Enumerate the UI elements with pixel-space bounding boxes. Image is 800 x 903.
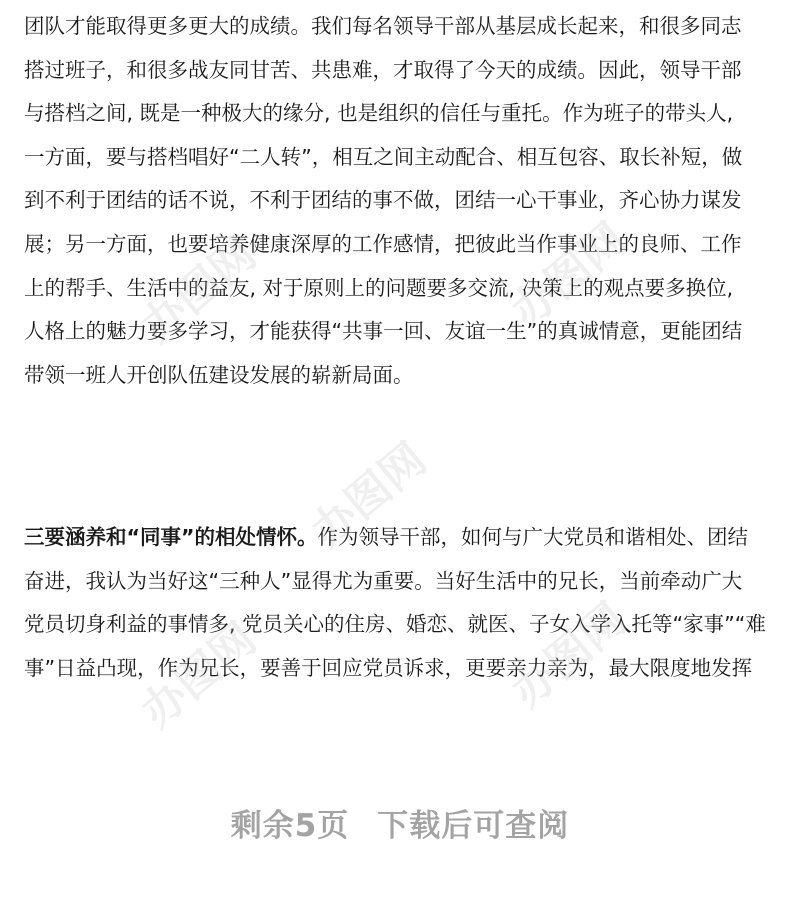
paragraph-heading: 三要涵养和“同事”的相处情怀。 bbox=[24, 525, 318, 549]
watermark: 办图网 bbox=[501, 213, 636, 338]
paragraph-line: 上的帮手、生活中的益友, 对于原则上的问题要多交流, 决策上的观点要多换位, bbox=[24, 275, 734, 300]
paragraph-line: 带领一班人开创队伍建设发展的崭新局面。 bbox=[24, 362, 414, 387]
watermark: 办图网 bbox=[301, 433, 436, 558]
paragraph-line: 团队才能取得更多更大的成绩。我们每名领导干部从基层成长起来，和很多同志 bbox=[24, 14, 742, 38]
remaining-pages-label: 剩余5页 bbox=[230, 808, 350, 844]
paragraph-line: 事”日益凸现，作为兄长，要善于回应党员诉求，更要亲力亲为，最大限度地发挥 bbox=[24, 655, 753, 680]
paragraph-line-rest: 作为领导干部，如何与广大党员和谐相处、团结 bbox=[317, 525, 748, 549]
paragraph-line: 奋进，我认为当好这“三种人”显得尤为重要。当好生活中的兄长，当前牵动广大 bbox=[24, 568, 743, 593]
paragraph-first-line bbox=[24, 516, 766, 560]
paragraph-line: 一方面，要与搭档唱好“二人转”，相互之间主动配合、相互包容、取长补短，做 bbox=[24, 144, 743, 169]
download-to-view-label[interactable]: 下载后可查阅 bbox=[377, 808, 570, 844]
paragraph-line: 与搭档之间, 既是一种极大的缘分, 也是组织的信任与重托。作为班子的带头人, bbox=[24, 101, 734, 126]
paragraph-line: 展；另一方面，也要培养健康深厚的工作感情，把彼此当作事业上的良师、工作 bbox=[24, 231, 742, 256]
watermark: 办图网 bbox=[131, 613, 266, 738]
paragraph-line: 到不利于团结的话不说，不利于团结的事不做，团结一心干事业，齐心协力谋发 bbox=[24, 188, 742, 213]
watermark: 办图网 bbox=[131, 228, 266, 353]
remaining-pages-banner[interactable] bbox=[0, 800, 800, 845]
paragraph-line: 人格上的魅力要多学习，才能获得“共事一回、友谊一生”的真诚情意，更能团结 bbox=[24, 319, 743, 344]
paragraph-line: 搭过班子，和很多战友同甘苦、共患难，才取得了今天的成绩。因此，领导干部 bbox=[24, 57, 742, 82]
paragraph-2 bbox=[24, 516, 766, 690]
paragraph-line: 党员切身利益的事情多, 党员关心的住房、婚恋、就医、子女入学入托等“家事”“难 bbox=[24, 612, 766, 637]
paragraph-1 bbox=[24, 5, 742, 397]
watermark: 办图网 bbox=[501, 593, 636, 718]
